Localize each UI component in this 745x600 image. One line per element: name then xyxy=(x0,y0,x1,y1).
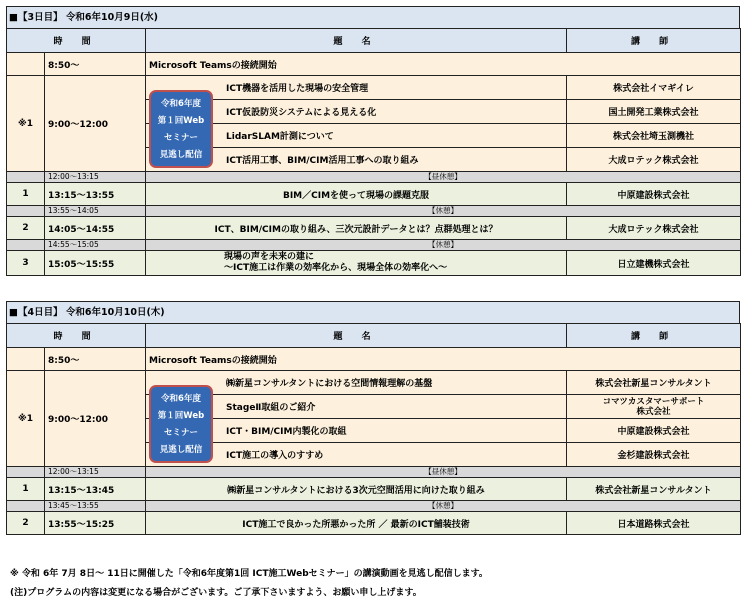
break-time: 13:55～14:05 xyxy=(45,206,146,217)
session-title-line1: 現場の声を未来の建に xyxy=(224,252,315,262)
opening-title: Microsoft Teamsの接続開始 xyxy=(146,53,741,76)
opening-time: 8:50～ xyxy=(45,348,146,371)
footnote-disclaimer: (注)プログラムの内容は変更になる場合がございます。ご了承下さいますよう、お願い申し上げます。 xyxy=(10,588,422,598)
day3-break-row xyxy=(7,240,741,251)
day4-table xyxy=(6,323,741,535)
talk-title: ICT活用工事、BIM/CIM活用工事への取り組み xyxy=(146,148,567,172)
day3-talk-row xyxy=(7,76,741,100)
day3-title: ■【3日目】 令和6年10月9日(水) xyxy=(6,6,740,28)
day3-lunch-row xyxy=(7,172,741,183)
day4-section xyxy=(6,301,740,535)
day3-webinar-badge xyxy=(149,90,213,168)
session-lecturer: 中原建設株式会社 xyxy=(567,183,741,206)
badge-line: 見逃し配信 xyxy=(159,445,203,455)
lunch-label: 【昼休憩】 xyxy=(146,172,741,183)
session-title: BIM／CIMを使って現場の課題克服 xyxy=(146,183,567,206)
talk-title: ICT・BIM/CIM内製化の取組 xyxy=(146,419,567,443)
day4-session-row xyxy=(7,478,741,501)
opening-title: Microsoft Teamsの接続開始 xyxy=(146,348,741,371)
talk-title: ICT施工の導入のすすめ xyxy=(146,443,567,467)
break-time: 14:55～15:05 xyxy=(45,240,146,251)
session-lecturer: 株式会社新星コンサルタント xyxy=(567,478,741,501)
time-header: 時 間 xyxy=(7,324,146,348)
talk-lecturer-line1: コマツカスタマーサポート xyxy=(602,396,705,407)
day3-break-row xyxy=(7,206,741,217)
talk-title: LidarSLAM計測について xyxy=(146,124,567,148)
break-label: 【休憩】 xyxy=(146,501,741,512)
talk-lecturer: 国土開発工業株式会社 xyxy=(567,100,741,124)
talk-lecturer: 金杉建設株式会社 xyxy=(567,443,741,467)
opening-time: 8:50～ xyxy=(45,53,146,76)
day4-title: ■【4日目】 令和6年10月10日(木) xyxy=(6,301,740,323)
badge-line: 令和6年度 xyxy=(161,99,201,109)
day3-session-row xyxy=(7,217,741,240)
session-number: 1 xyxy=(7,478,45,501)
lecturer-header: 講 師 xyxy=(567,29,741,53)
day4-webinar-badge xyxy=(149,385,213,463)
talk-lecturer: 中原建設株式会社 xyxy=(567,419,741,443)
day3-session-row xyxy=(7,251,741,276)
session-time: 13:15～13:45 xyxy=(45,478,146,501)
talk-lecturer: 株式会社イマギイレ xyxy=(567,76,741,100)
session-title-line2: ～ICT施工は作業の効率化から、現場全体の効率化へ～ xyxy=(224,263,448,273)
session-time: 13:15～13:55 xyxy=(45,183,146,206)
day3-header-row xyxy=(7,29,741,53)
session-number: 2 xyxy=(7,512,45,535)
talk-lecturer: 大成ロテック株式会社 xyxy=(567,148,741,172)
talk-lecturer: 株式会社新星コンサルタント xyxy=(567,371,741,395)
day3-session-row xyxy=(7,183,741,206)
session-number: 1 xyxy=(7,183,45,206)
badge-line: 第１回Web xyxy=(157,411,205,421)
session-time: 9:00～12:00 xyxy=(45,76,146,172)
day4-talk-row xyxy=(7,371,741,395)
badge-line: セミナー xyxy=(163,133,198,143)
session-title xyxy=(146,251,567,276)
footnote-webinar: ※ 令和 6年 7月 8日～ 11日に開催した「令和6年度第1回 ICT施工Webセミナー」の講演動画を見逃し配信します。 xyxy=(10,569,488,579)
session-time: 15:05～15:55 xyxy=(45,251,146,276)
session-number: 3 xyxy=(7,251,45,276)
session-lecturer: 日本道路株式会社 xyxy=(567,512,741,535)
session-title: ICT、BIM/CIMの取り組み、三次元設計データとは？点群処理とは？ xyxy=(146,217,567,240)
badge-line: 第１回Web xyxy=(157,116,205,126)
session-lecturer: 日立建機株式会社 xyxy=(567,251,741,276)
talk-title: StageⅡ取組のご紹介 xyxy=(146,395,567,419)
break-time: 13:45～13:55 xyxy=(45,501,146,512)
lunch-time: 12:00～13:15 xyxy=(45,467,146,478)
session-title: ㈱新星コンサルタントにおける3次元空間活用に向けた取り組み xyxy=(146,478,567,501)
session-time: 14:05～14:55 xyxy=(45,217,146,240)
day3-table xyxy=(6,28,741,276)
session-title: ICT施工で良かった所悪かった所 ／ 最新のICT舗装技術 xyxy=(146,512,567,535)
badge-line: 令和6年度 xyxy=(161,394,201,404)
session-number: ※1 xyxy=(7,371,45,467)
talk-title: ICT機器を活用した現場の安全管理 xyxy=(146,76,567,100)
lunch-time: 12:00～13:15 xyxy=(45,172,146,183)
day4-break-row xyxy=(7,501,741,512)
talk-lecturer xyxy=(567,395,741,419)
title-header: 題 名 xyxy=(146,324,567,348)
day4-opening-row xyxy=(7,348,741,371)
day4-header-row xyxy=(7,324,741,348)
day3-opening-row xyxy=(7,53,741,76)
title-header: 題 名 xyxy=(146,29,567,53)
session-time: 13:55～15:25 xyxy=(45,512,146,535)
lecturer-header: 講 師 xyxy=(567,324,741,348)
day3-section xyxy=(6,6,740,276)
day4-session-row xyxy=(7,512,741,535)
session-number: ※1 xyxy=(7,76,45,172)
talk-title: ICT仮設防災システムによる見える化 xyxy=(146,100,567,124)
talk-title: ㈱新星コンサルタントにおける空間情報理解の基盤 xyxy=(146,371,567,395)
talk-lecturer: 株式会社埼玉測機社 xyxy=(567,124,741,148)
session-lecturer: 大成ロテック株式会社 xyxy=(567,217,741,240)
badge-line: 見逃し配信 xyxy=(159,150,203,160)
break-label: 【休憩】 xyxy=(146,240,741,251)
badge-line: セミナー xyxy=(163,428,198,438)
lunch-label: 【昼休憩】 xyxy=(146,467,741,478)
time-header: 時 間 xyxy=(7,29,146,53)
session-number: 2 xyxy=(7,217,45,240)
session-time: 9:00～12:00 xyxy=(45,371,146,467)
talk-lecturer-line2: 株式会社 xyxy=(636,406,671,417)
day4-lunch-row xyxy=(7,467,741,478)
break-label: 【休憩】 xyxy=(146,206,741,217)
